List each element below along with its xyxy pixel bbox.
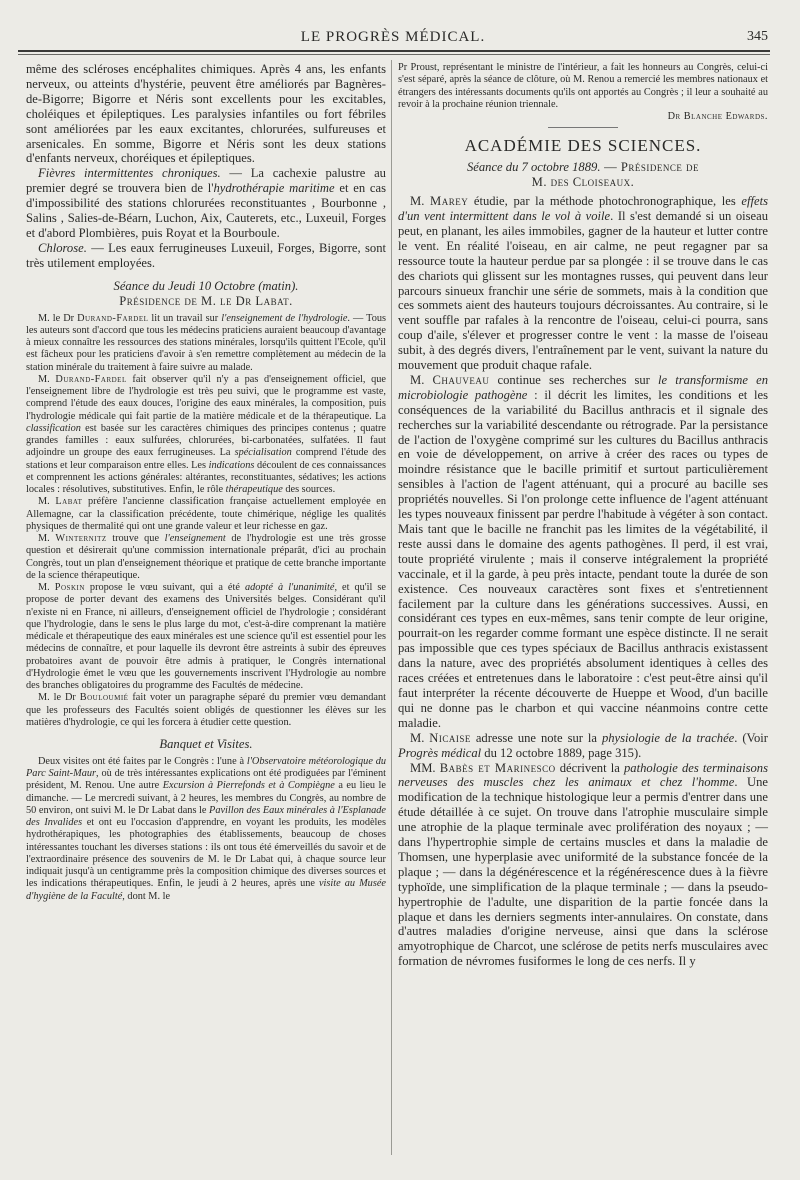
text: trouve que	[106, 533, 165, 544]
text-italic: adopté à l'unanimité	[244, 582, 335, 593]
text: MM.	[410, 760, 440, 775]
paragraph-cloture: Pr Proust, représentant le ministre de l'intérieur, a fait les honneurs au Congrès, celui-ci s'est séparé, après la séance de clôture, où M. Renou a remercié les membres nationaux et étrangers des intéressants documents qu'ils ont apportés au Congrès ; il leur a souhaité au revoir à la prochaine réunion triennale.	[398, 62, 768, 110]
text: M.	[38, 533, 56, 544]
text: et ont eu l'occasion d'apprendre, en voyant les produits, les modèles hydrothérapiques, les photographies des établissements, beaucoup de choses intéressantes touchant les diverses stations : ils ont tous été émerveillés du savoir et de l'extraordinaire présence des souvenirs de M. le Dr Labat qui, à chaque source leur indiquait jusqu'à un centigramme près la composition chimique des diverses sources et les indications thérapeutiques. Enfin, le jeudi à 2 heures, après une	[26, 817, 386, 890]
text: , où de très intéressantes explications ont été prodiguées par l'éminent président, M. Renou. Une autre	[26, 768, 387, 792]
text: , dont M. le	[122, 890, 171, 902]
text: des sources.	[282, 484, 336, 495]
text-italic: Progrès médical	[398, 745, 482, 760]
text-italic: Excursion à Pierrefonds et à Compiègne	[162, 780, 335, 792]
paragraph-nicaise	[398, 731, 768, 761]
section-title-banquet: Banquet et Visites.	[159, 737, 253, 751]
signature: Dr Blanche Edwards.	[667, 111, 768, 122]
text: M.	[410, 730, 430, 745]
header-rule	[18, 50, 770, 52]
column-divider	[391, 60, 392, 1155]
paragraph-visites	[26, 756, 386, 903]
text: , et qu'il se propose de porter devant des examens des Universités belges. Considérant qu'il n'existe ni en France, ni ailleurs, d'enseignement officiel de l'hydrologie ; considérant que l'hydrologie, dans le sens le plus large du mot, c'est-à-dire comprenant la matière médicale et thérapeutique des eaux minérales est une science qu'il est essentiel pour les médecins de connaître, et pour laquelle ils devront être astreints à subir des épreuves probatoires avant de pouvoir être admis à pratiquer, le Congrès international d'Hydrologie émet le vœu que les gouvernements inscrivent l'Hydrologie au nombre des branches obligatoires du programme des Facultés de médecine.	[26, 582, 386, 691]
text: M.	[410, 194, 431, 209]
paragraph-chlorose	[26, 241, 386, 271]
author-name: Poskin	[54, 582, 85, 593]
author-name: Durand-Fardel	[77, 312, 149, 324]
text: . Une modification de la technique histologique leur a permis d'entrer dans une étude détaillée à ce sujet. On trouve dans l'atrophie musculaire simple une atrophie de la plaque terminale avec prolifération des noyaux ; — dans l'hypertrophie simple de certains muscles et dans la maladie de Thomsen, une hyperplasie avec uniformité de la substance foncée de la plaque ; — dans la dégénérescence et la régénérescence dues à la fièvre typhoïde, une simplification de la plaque terminale ; — dans la pseudo-hypertrophie de l'adulte, une disparition de la partie foncée dans la plaque et dans les derniers segments inter-annulaires. On constate, dans d'autres maladies d'origine nerveuse, ainsi que dans la sclérose amyotrophique de Charcot, une sclérose de petits nerfs musculaires avec formation de névromes fusiformes le long de ces nerfs. Il y	[398, 775, 768, 969]
text: M. le Dr	[38, 692, 80, 704]
text: : il décrit les limites, les conditions et les conséquences de la variabilité du Bacillus anthracis et il signale des recherches sur la variabilité descendante ou rétrograde. Par la persistance de l'action de l'oxygène comprimé sur les cultures du Bacillus anthracis en voie de développement, on arrive à créer des races ou types de moindre résistance que le bacille primitif et surtout particulièrement sensibles à l'action de l'agent atténuant, qui a procuré au bacille ses propriétés nouvelles. Si l'on prolonge cette influence de l'agent atténuant les types nouveaux finissent par perdre l'habitude à végéter à son contact. Mais tant que le bacille ne franchit pas les limites de la végétabilité, il reste aussi dans le domaine des agents pathogènes. Il perd, il est vrai, toute propriété virulente ; mais il conserve intégralement la propriété vaccinale, et il la garde, à peu près intacte, pendant toute la durée de son existence. Ces nouveaux caractères sont fixes et s'entretiennent facilement par la culture dans les générations successives. Aussi, en considérant ces types en eux-mêmes, sans tenir compte de leur origine, pourrait-on les regarder comme formant une espèce distincte. Il ne serait pas impossible que ces types spéciaux de Bacillus anthracis existassent dans la nature, avec des propriétés absolument identiques à celles des races créées et entretenues dans le laboratoire : c'est peut-être ainsi qu'il faut interpréter la récente découverte de Hueppe et Wood, d'un bacille qui ne donne pas le charbon et qui vaccine néanmoins contre cette maladie.	[398, 387, 768, 730]
text-italic: indications	[208, 459, 255, 471]
academie-session	[398, 160, 768, 175]
text-italic: hydrothérapie maritime	[213, 181, 335, 196]
text: M. le Dr	[38, 312, 78, 324]
author-name: Nicaise	[429, 730, 471, 745]
paragraph-marey	[398, 194, 768, 373]
text: est basée sur les caractères chimiques des principes contenus ; quatre grandes familles : eaux sulfurées, chlorurées, bi-carbonatées, sulfatées. Il faut adjoindre un groupe des eaux ferrugineuses. La	[26, 422, 386, 459]
text: fait voter un paragraphe séparé du premier vœu demandant que les professeurs des Facultés soient obligés de questionner les élèves sur les matières d'hydrologie, ce qui les forcera à étudier cette question.	[26, 692, 387, 728]
text: . — Tous les auteurs sont d'accord que tous les médecins praticiens auraient beaucoup d'avantage à mieux connaître les ressources des stations minérales, lorsqu'ils quittent l'Ecole, qu'il est fâcheux pour les praticiens d'avoir à s'en remettre complètement au médecin de la station minérale du traitement à faire suivre au malade.	[26, 312, 386, 373]
text: préfère l'ancienne classification française actuellement employée en Allemagne, car la classification précédente, toute chimérique, néglige les qualités physiques de thermalité qui ont une grande valeur et leur richesse en gaz.	[26, 496, 386, 532]
session-presidency: Présidence de M. le Dr Labat.	[119, 293, 293, 308]
text: — Les eaux ferrugineuses Luxeuil, Forges, Bigorre, sont très utilement employées.	[26, 240, 386, 270]
paragraph-durand-fardel-2	[26, 374, 386, 497]
text: comprend l'étude des stations et leur comparaison entre elles. Les	[26, 447, 387, 471]
page-header	[18, 26, 768, 50]
author-name: Babès et Marinesco	[439, 760, 556, 775]
text-italic: Pavillon des Eaux minérales à l'Esplanade des Invalides	[26, 804, 386, 829]
text-italic: l'enseignement de l'hydrologie	[221, 312, 348, 324]
text: découlent de ces connaissances et comprennent les actions générales: altérantes, reconstituantes, sédatives; les actions locales : résolutives, substitutives. Enfin, le rôle	[26, 459, 386, 495]
section-rule	[548, 127, 618, 128]
session-president-name: M. des Cloiseaux.	[531, 175, 635, 190]
text: et en cas d'impossibilité des stations chlorurées reconstituantes , Bourbonne , Salins , Salies-de-Béarn, Luchon, Aix, Cauterets, etc., Luxeuil, Forges et d'abord Plombières, puis Royat et la Bourboule.	[26, 181, 386, 240]
author-name: Winternitz	[55, 533, 107, 544]
text: a eu lieu le dimanche. — Le mercredi suivant, à 2 heures, les membres du Congrès, au nombre de 50 environ, ont suivi M. le Dr Labat dans le	[26, 780, 386, 816]
paragraph-poskin	[26, 582, 386, 692]
text-italic: l'Observatoire météorologique du Parc Saint-Maur	[26, 755, 386, 780]
paragraph-enfants-nerveux: même des scléroses encéphalites chimiques. Après 4 ans, les enfants nerveux, ou atteints d'hystérie, peuvent être améliorés par Bagnères-de-Bigorre; Bigorre et Néris sont excellents pour les excitables, choléiques et épileptiques. Les paralysies infantiles ou fort fébriles sont améliorées par les eaux excitantes, chlorurées, sulfureuses et arsenicales. En somme, Bigorre et Néris sont les deux stations d'enfants nerveux, choréiques et épileptiques.	[26, 62, 386, 166]
text-italic: pathologie des terminaisons nerveuses des muscles chez les animaux et chez l'homme	[398, 760, 769, 790]
paragraph-durand-fardel-1	[26, 313, 386, 374]
text: . Il s'est demandé si un oiseau peut, en planant, les ailes immobiles, gagner de la hauteur et lutter contre le vent. En réalité l'oiseau, en air calme, ne peut regagner par sa ressource toute la hauteur perdue par sa plongée : il se trouve dans le cas des chariots qui glissent sur les montagnes russes, qui peuvent dans leur parcours sinueux franchir une série de sommets, mais à la condition que ces sommets aient des hauteurs toujours décroissantes. Au contraire, si le vent souffle par rafales à la rencontre de l'oiseau, celui-ci pourra, sans coup d'aile, s'élever et progresser contre le vent : la masse de l'oiseau subit, à des degrés divers, l'entraînement par le vent, suivant la nature du mouvement que produit chaque rafale.	[398, 208, 768, 373]
text: lit un travail sur	[148, 312, 222, 324]
text-italic: le transformisme en microbiologie pathogène	[398, 372, 768, 402]
left-column	[26, 62, 386, 903]
author-name: Marey	[430, 194, 469, 209]
text: étudie, par la méthode photochronographique, les	[468, 194, 742, 209]
paragraph-chauveau	[398, 373, 768, 731]
page-number: 345	[747, 29, 768, 44]
text-italic: thérapeutique	[225, 484, 283, 495]
text: M.	[410, 372, 433, 387]
text-italic: visite au Musée d'hygiène de la Faculté	[26, 878, 386, 902]
paragraph-babes-marinesco	[398, 761, 768, 970]
header-rule-thin	[18, 54, 770, 55]
right-column	[398, 62, 768, 969]
text: M.	[38, 373, 56, 385]
text-italic: effets d'un vent intermittent dans le vol à voile	[398, 194, 768, 223]
text-italic: l'enseignement	[164, 533, 226, 544]
text: de l'hydrologie est une très grosse question et désirerait qu'une commission internationale préparât, d'ici au prochain Congrès, tout un plan d'enseignement théorique et pratique de cette branche importante de la science thérapeutique.	[26, 533, 386, 581]
session-title: Séance du Jeudi 10 Octobre (matin).	[113, 278, 299, 293]
text: continue ses recherches sur	[489, 372, 658, 387]
text: M.	[38, 582, 55, 593]
text-italic: spécialisation	[234, 447, 292, 459]
author-name: Labat	[55, 496, 83, 508]
text: . (Voir	[734, 730, 769, 745]
paragraph-bouloumie	[26, 692, 386, 729]
section-heading-academie: ACADÉMIE DES SCIENCES.	[464, 136, 702, 156]
text: propose le vœu suivant, qui a été	[84, 582, 245, 593]
paragraph-winternitz	[26, 533, 386, 582]
text: adresse une note sur la	[470, 730, 602, 745]
text: du 12 octobre 1889, page 315).	[481, 745, 642, 760]
paragraph-fievres	[26, 166, 386, 241]
subheading-chlorose: Chlorose.	[38, 240, 87, 255]
journal-title: LE PROGRÈS MÉDICAL.	[300, 29, 486, 45]
text-italic: physiologie de la trachée	[601, 730, 735, 745]
paragraph-labat	[26, 496, 386, 533]
text: fait observer qu'il n'y a pas d'enseignement officiel, que l'enseignement libre de l'hydrologie est très peu suivi, que le programme est vaste, comprend l'étude des eaux douces, l'origine des eaux minérales, la composition, puis l'hydrologie médicale qui fait partie de la matière médicale et de la thérapeutique. La	[26, 373, 386, 422]
author-name: Chauveau	[432, 372, 490, 387]
session-presidency: — Présidence de	[600, 160, 700, 175]
text: Deux visites ont été faites par le Congrès : l'une à	[38, 755, 247, 767]
text: M.	[38, 496, 56, 508]
text-italic: classification	[26, 422, 81, 434]
text: décrivent la	[555, 760, 624, 775]
subheading-fievres: Fièvres intermittentes chroniques.	[38, 166, 221, 181]
author-name: Durand-Fardel	[55, 373, 127, 385]
text: — La cachexie palustre au premier degré se trouvera bien de l'	[26, 166, 386, 196]
session-date: Séance du 7 octobre 1889.	[466, 160, 601, 175]
author-name: Bouloumié	[79, 692, 129, 704]
